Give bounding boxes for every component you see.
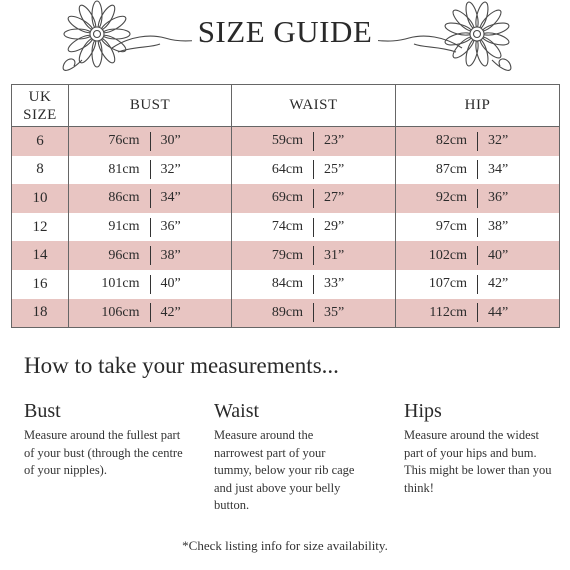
waist-cm-value: 89cm bbox=[271, 304, 303, 320]
header bbox=[0, 0, 570, 80]
bust-inch-value: 42” bbox=[160, 304, 181, 320]
table-row bbox=[12, 241, 560, 270]
waist-cell bbox=[232, 156, 396, 185]
hip-cm-value: 82cm bbox=[435, 133, 467, 149]
hip-cell bbox=[396, 127, 560, 156]
waist-cm-value: 64cm bbox=[271, 161, 303, 177]
hip-cell bbox=[396, 270, 560, 299]
page-title: SIZE GUIDE bbox=[0, 14, 570, 50]
bust-instructions: Measure around the fullest part of your bust (through the centre of your nipples). bbox=[24, 428, 183, 477]
bust-cm-value: 101cm bbox=[101, 276, 140, 292]
hip-inch-value: 42” bbox=[488, 276, 509, 292]
waist-title: Waist bbox=[214, 400, 260, 422]
waist-inch-value: 31” bbox=[324, 247, 345, 263]
table-row bbox=[12, 184, 560, 213]
size-cell: 10 bbox=[12, 184, 69, 213]
hip-cell bbox=[396, 241, 560, 270]
hip-cm-value: 107cm bbox=[428, 276, 467, 292]
hip-cm-value: 102cm bbox=[428, 247, 467, 263]
bust-inch-value: 32” bbox=[160, 161, 181, 177]
hip-inch-value: 44” bbox=[488, 304, 509, 320]
hip-cell bbox=[396, 213, 560, 242]
waist-cell bbox=[232, 270, 396, 299]
waist-inch-value: 33” bbox=[324, 276, 345, 292]
bust-cell bbox=[69, 241, 232, 270]
table-row bbox=[12, 270, 560, 299]
bust-cell bbox=[69, 213, 232, 242]
waist-inch-value: 29” bbox=[324, 219, 345, 235]
bust-cm-value: 81cm bbox=[108, 161, 140, 177]
uk-size-header: UK SIZE bbox=[12, 85, 69, 127]
waist-cm-value: 69cm bbox=[271, 190, 303, 206]
waist-cell bbox=[232, 127, 396, 156]
bust-cell bbox=[69, 270, 232, 299]
hip-header: HIP bbox=[396, 85, 560, 127]
waist-cm-value: 74cm bbox=[271, 219, 303, 235]
waist-inch-value: 35” bbox=[324, 304, 345, 320]
waist-cm-value: 79cm bbox=[271, 247, 303, 263]
waist-cm-value: 59cm bbox=[271, 133, 303, 149]
hips-title: Hips bbox=[404, 400, 442, 422]
waist-inch-value: 23” bbox=[324, 133, 345, 149]
bust-section bbox=[24, 400, 189, 480]
waist-cell bbox=[232, 184, 396, 213]
waist-cell bbox=[232, 241, 396, 270]
bust-cell bbox=[69, 127, 232, 156]
hip-cell bbox=[396, 184, 560, 213]
bust-cell bbox=[69, 184, 232, 213]
table-row bbox=[12, 156, 560, 185]
waist-cell bbox=[232, 299, 396, 328]
hip-cell bbox=[396, 156, 560, 185]
hip-cm-value: 112cm bbox=[429, 304, 467, 320]
bust-header: BUST bbox=[69, 85, 232, 127]
hip-cell bbox=[396, 299, 560, 328]
waist-cell bbox=[232, 213, 396, 242]
hip-inch-value: 32” bbox=[488, 133, 509, 149]
howto-heading: How to take your measurements... bbox=[24, 353, 339, 378]
size-cell: 16 bbox=[32, 275, 48, 292]
waist-inch-value: 27” bbox=[324, 190, 345, 206]
size-cell: 8 bbox=[36, 161, 44, 178]
bust-inch-value: 36” bbox=[160, 219, 181, 235]
availability-note: *Check listing info for size availability. bbox=[182, 538, 388, 553]
hip-inch-value: 40” bbox=[488, 247, 509, 263]
bust-cm-value: 91cm bbox=[108, 219, 140, 235]
waist-header: WAIST bbox=[232, 85, 396, 127]
hips-section bbox=[404, 400, 554, 497]
hips-instructions: Measure around the widest part of your hips and bum. This might be lower than you think! bbox=[404, 428, 552, 495]
bust-inch-value: 38” bbox=[160, 247, 181, 263]
size-cell: 12 bbox=[32, 218, 48, 235]
hip-inch-value: 38” bbox=[488, 219, 509, 235]
hip-inch-value: 34” bbox=[488, 161, 509, 177]
table-row bbox=[12, 127, 560, 156]
bust-inch-value: 40” bbox=[160, 276, 181, 292]
bust-cm-value: 106cm bbox=[101, 304, 140, 320]
bust-cell bbox=[69, 156, 232, 185]
hip-inch-value: 36” bbox=[488, 190, 509, 206]
size-cell: 18 bbox=[12, 299, 69, 328]
bust-cm-value: 86cm bbox=[108, 190, 140, 206]
size-table bbox=[11, 84, 560, 328]
table-row bbox=[12, 299, 560, 328]
hip-cm-value: 97cm bbox=[435, 219, 467, 235]
table-header-row bbox=[12, 85, 560, 127]
size-cell: 14 bbox=[12, 241, 69, 270]
bust-cell bbox=[69, 299, 232, 328]
bust-cm-value: 76cm bbox=[108, 133, 140, 149]
bust-inch-value: 34” bbox=[160, 190, 181, 206]
hip-cm-value: 87cm bbox=[435, 161, 467, 177]
waist-section bbox=[214, 400, 364, 515]
waist-inch-value: 25” bbox=[324, 161, 345, 177]
bust-cm-value: 96cm bbox=[108, 247, 140, 263]
hip-cm-value: 92cm bbox=[435, 190, 467, 206]
table-row bbox=[12, 213, 560, 242]
waist-instructions: Measure around the narrowest part of your tummy, below your rib cage and just above your belly button. bbox=[214, 428, 355, 512]
bust-title: Bust bbox=[24, 400, 61, 422]
size-cell: 6 bbox=[12, 127, 69, 156]
waist-cm-value: 84cm bbox=[271, 276, 303, 292]
bust-inch-value: 30” bbox=[160, 133, 181, 149]
